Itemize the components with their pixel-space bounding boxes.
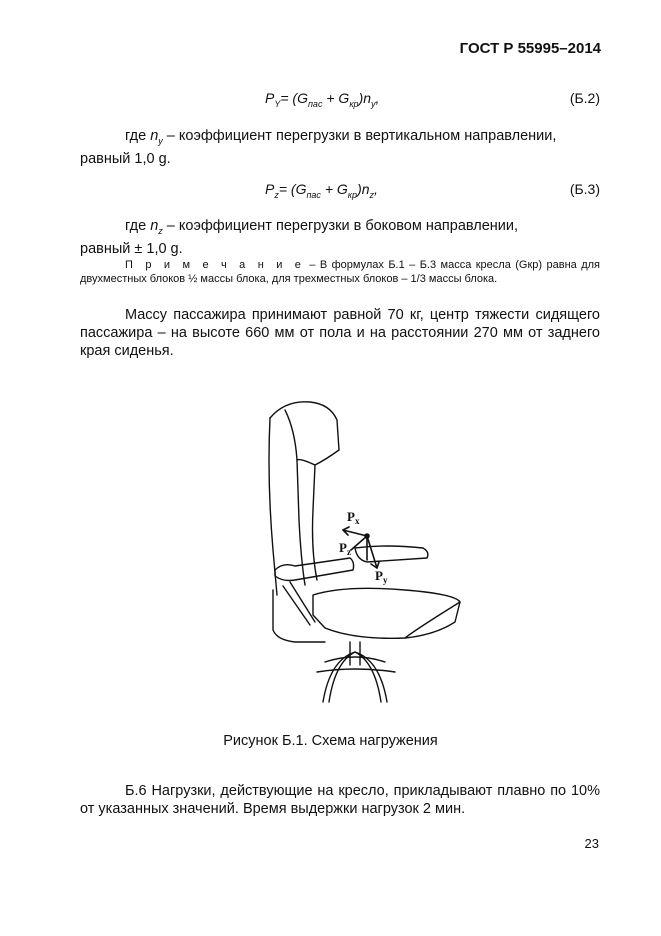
formula-b2-expression: $P_Y= (G_{пас} + G_{кр})n_y$, bbox=[265, 90, 380, 109]
py-arrow bbox=[367, 536, 377, 568]
paragraph-nz-line1: где $n_z$ – коэффициент перегрузки в боковом направлении, bbox=[125, 218, 519, 236]
note bbox=[80, 258, 600, 286]
paragraph-ny-line2: равный 1,0 g. bbox=[80, 150, 171, 167]
paragraph-b6: Б.6 Нагрузки, действующие на кресло, прикладывают плавно по 10% от указанных значений. Время выдержки нагрузок 2 мин. bbox=[80, 783, 600, 817]
paragraph-ny bbox=[80, 127, 600, 168]
formula-b3-expression: $P_z= (G_{пас} + G_{кр})n_z$, bbox=[265, 181, 378, 200]
paragraph-passenger: Массу пассажира принимают равной 70 кг, центр тяжести сидящего пассажира – на высоте 660 мм от пола и на расстоянии 270 мм от заднего края сиденья. bbox=[80, 307, 600, 359]
note-text: – В формулах Б.1 – Б.3 масса кресла (Gкр) равна для двухместных блоков ½ массы блока, для трехместных блоков – 1/3 массы блока. bbox=[80, 259, 600, 285]
page-number: 23 bbox=[584, 836, 599, 851]
paragraph-ny-line1: где $n_y$ – коэффициент перегрузки в вертикальном направлении, bbox=[125, 128, 557, 146]
chair-loading-diagram bbox=[255, 390, 475, 710]
paragraph-nz-line2: равный ± 1,0 g. bbox=[80, 240, 183, 257]
figure-caption: Рисунок Б.1. Схема нагружения bbox=[223, 733, 438, 749]
standard-header: ГОСТ Р 55995–2014 bbox=[459, 40, 601, 57]
formula-b2-number: (Б.2) bbox=[569, 90, 600, 106]
pz-label: $P_z$ bbox=[339, 540, 351, 557]
paragraph-nz bbox=[80, 217, 600, 258]
note-label: П р и м е ч а н и е bbox=[125, 259, 305, 271]
formula-b3-number: (Б.3) bbox=[569, 181, 600, 197]
chair-drawing bbox=[269, 402, 460, 702]
py-label: $P_y$ bbox=[375, 568, 388, 585]
px-label: $P_x$ bbox=[347, 509, 360, 526]
